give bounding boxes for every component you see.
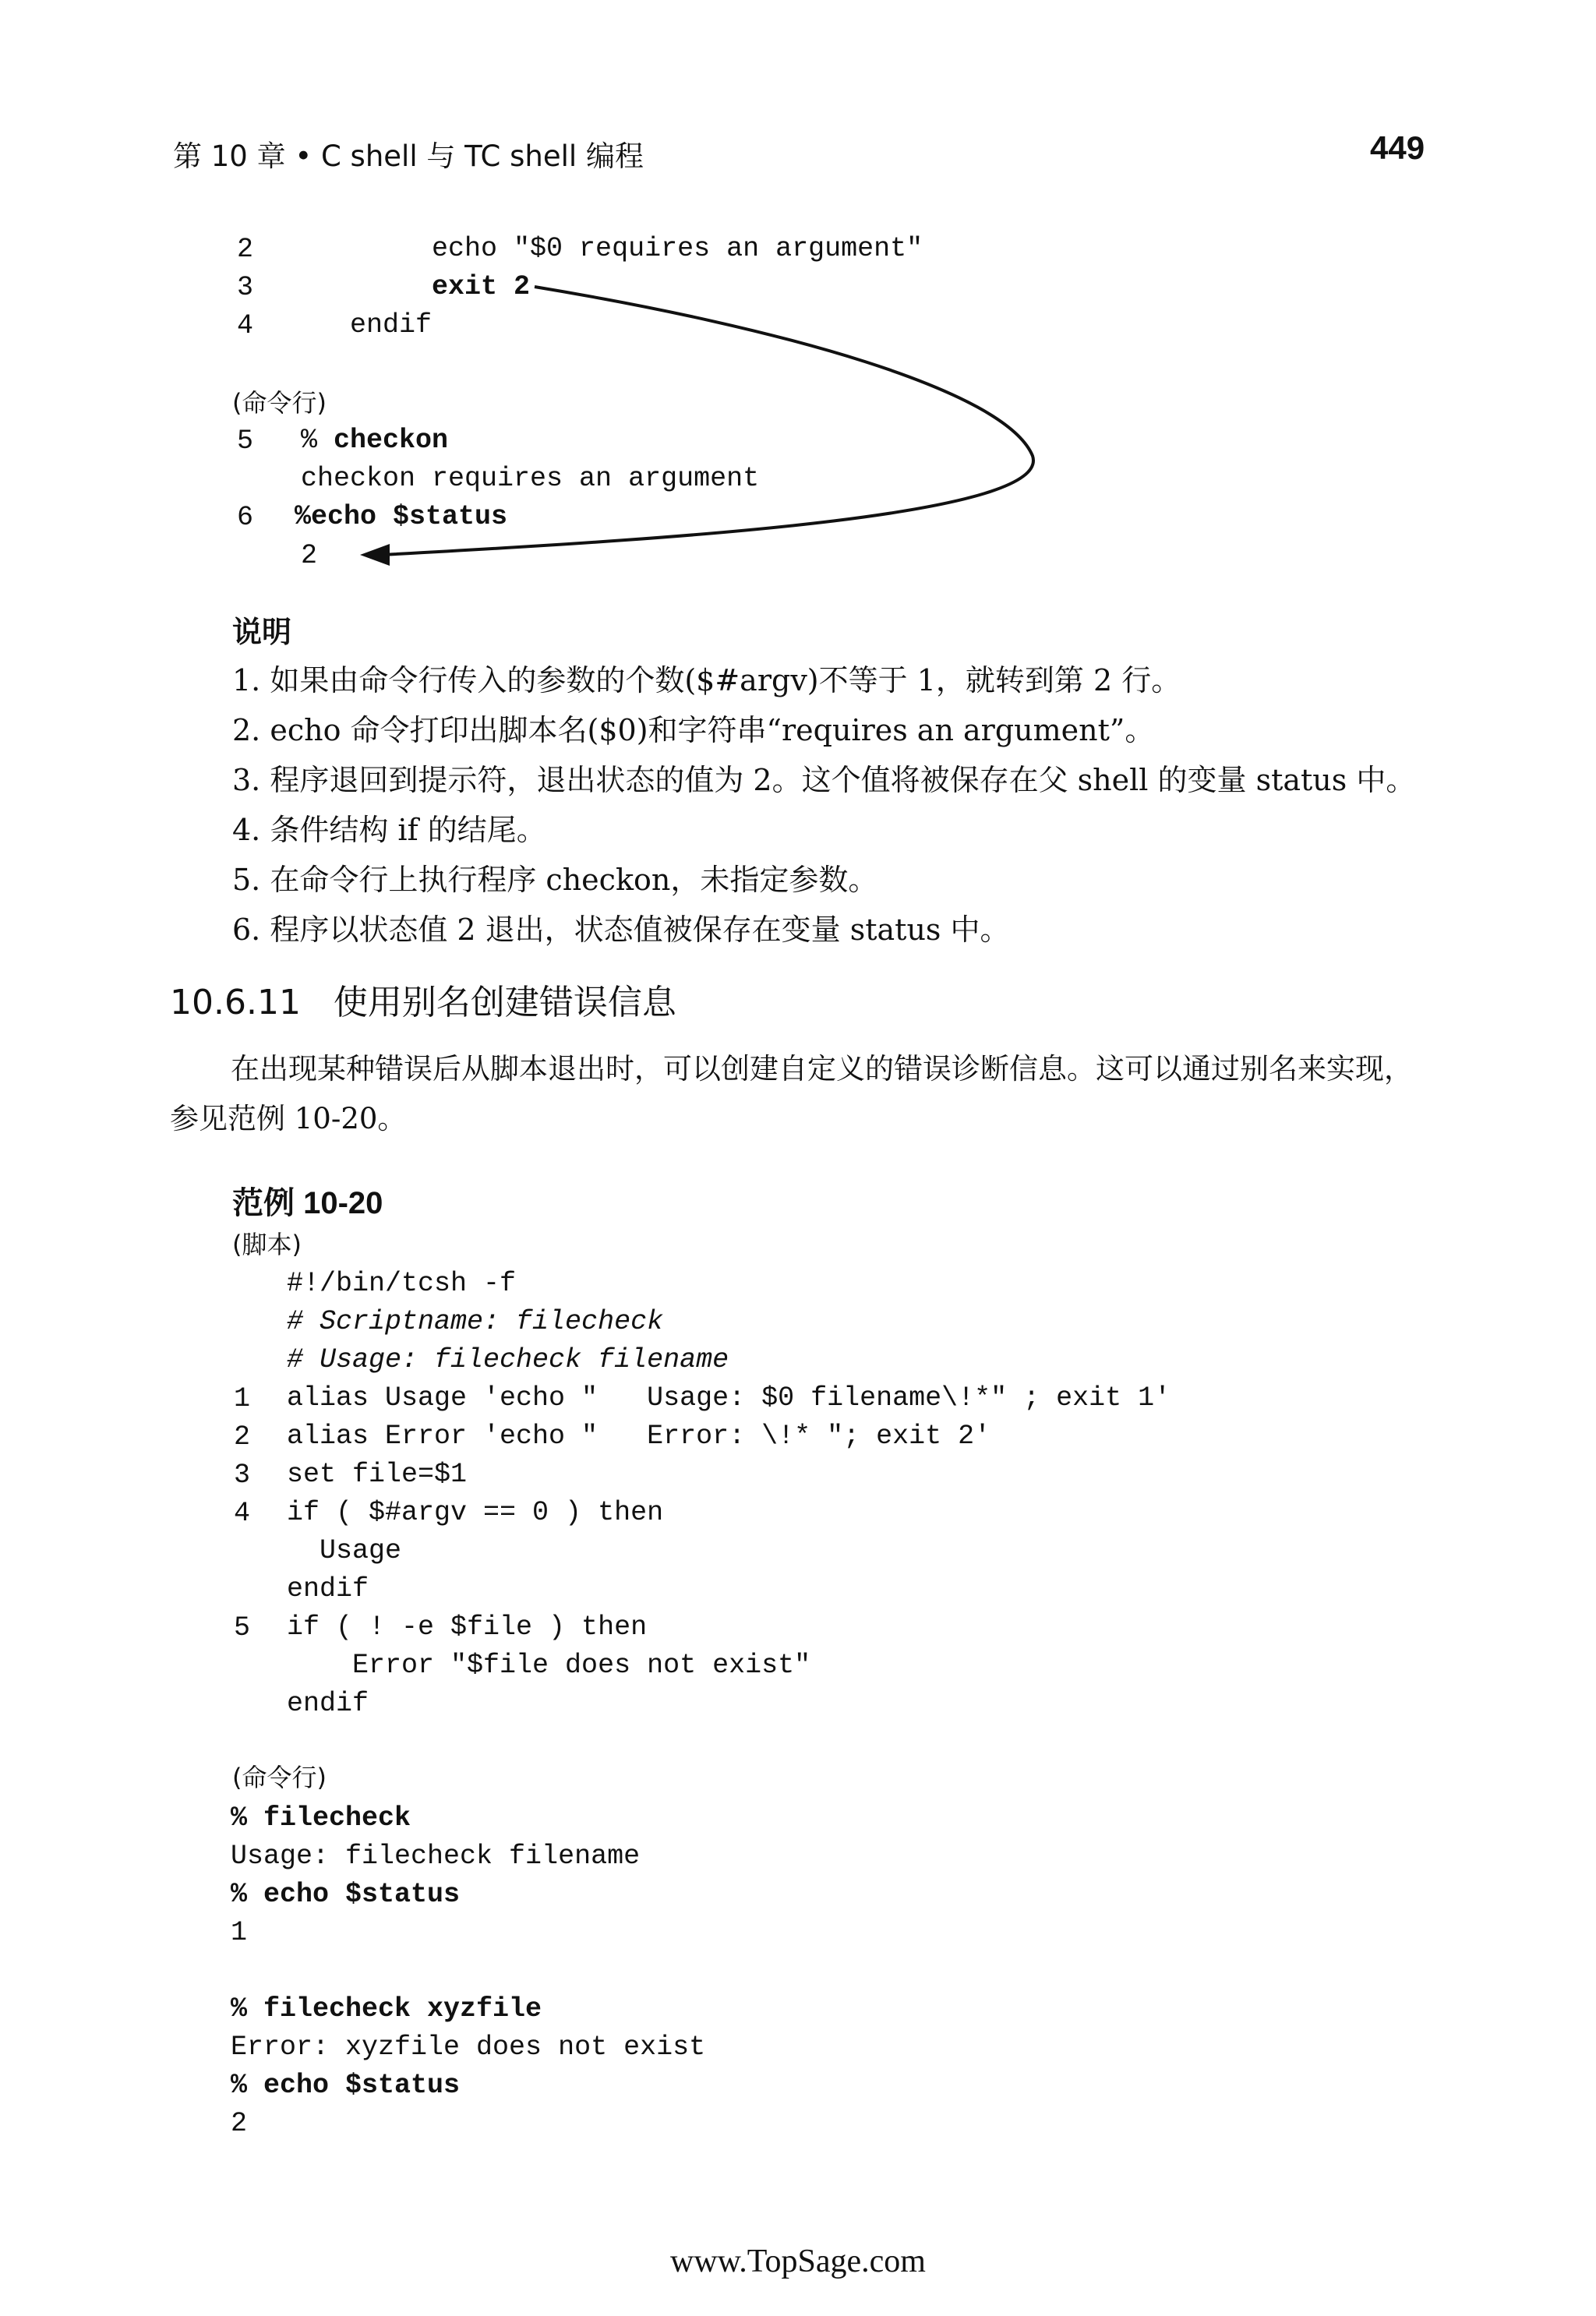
explanation-title: 说明 bbox=[232, 615, 292, 649]
line-number: 1 bbox=[234, 1383, 251, 1414]
command-output: 2 bbox=[231, 2108, 248, 2139]
command: % filecheck bbox=[231, 1802, 411, 1834]
page-number: 449 bbox=[1370, 129, 1425, 166]
code-line: if ( $#argv == 0 ) then bbox=[287, 1497, 664, 1528]
exit-status-arrow-icon bbox=[0, 0, 1596, 623]
code-line: Error "$file does not exist" bbox=[287, 1650, 811, 1681]
command: checkon bbox=[334, 425, 449, 456]
example-title: 范例 10-20 bbox=[232, 1186, 383, 1220]
code-line: if ( ! -e $file ) then bbox=[287, 1612, 648, 1643]
command-output: 1 bbox=[231, 1917, 248, 1948]
explanation-item: 1. 如果由命令行传入的参数的个数($#argv)不等于 1，就转到第 2 行。 bbox=[232, 663, 1181, 697]
code-comment: # Usage: filecheck filename bbox=[287, 1344, 729, 1375]
explanation-item: 3. 程序退回到提示符，退出状态的值为 2。这个值将被保存在父 shell 的变量 status 中。 bbox=[232, 763, 1416, 797]
prompt: % bbox=[301, 425, 334, 456]
code-line: endif bbox=[287, 1688, 369, 1719]
footer-url: www.TopSage.com bbox=[670, 2244, 926, 2279]
section-title: 10.6.11 使用别名创建错误信息 bbox=[170, 983, 676, 1022]
line-number: 6 bbox=[237, 502, 254, 533]
command-output: Usage: filecheck filename bbox=[231, 1841, 641, 1872]
command-output: 2 bbox=[301, 540, 318, 571]
command: % echo $status bbox=[231, 2070, 461, 2101]
cmdline-label: (命令行) bbox=[232, 1763, 327, 1792]
line-number: 4 bbox=[237, 310, 254, 341]
explanation-item: 4. 条件结构 if 的结尾。 bbox=[232, 813, 546, 847]
command-output: checkon requires an argument bbox=[301, 463, 760, 494]
line-number: 5 bbox=[234, 1612, 251, 1643]
code-line: Usage bbox=[287, 1535, 402, 1566]
command: %echo $status bbox=[295, 501, 508, 532]
code-line: endif bbox=[287, 1573, 369, 1605]
code-line: exit 2 bbox=[301, 271, 531, 302]
code-line: echo "$0 requires an argument" bbox=[301, 233, 923, 264]
explanation-item: 6. 程序以状态值 2 退出，状态值被保存在变量 status 中。 bbox=[232, 913, 1010, 947]
line-number: 5 bbox=[237, 425, 254, 457]
code-line: #!/bin/tcsh -f bbox=[287, 1268, 517, 1299]
line-number: 4 bbox=[234, 1498, 251, 1529]
script-label: (脚本) bbox=[232, 1230, 302, 1259]
chapter-header: 第 10 章 • C shell 与 TC shell 编程 bbox=[173, 139, 644, 173]
code-line: endif bbox=[301, 309, 433, 341]
command: % echo $status bbox=[231, 1879, 461, 1910]
explanation-item: 5. 在命令行上执行程序 checkon，未指定参数。 bbox=[232, 863, 878, 897]
code-line: alias Error 'echo " Error: \!* "; exit 2' bbox=[287, 1421, 991, 1452]
line-number: 3 bbox=[237, 272, 254, 303]
code-line: alias Usage 'echo " Usage: $0 filename\!*" ; exit 1' bbox=[287, 1382, 1171, 1414]
code-line: set file=$1 bbox=[287, 1459, 468, 1490]
command: % filecheck xyzfile bbox=[231, 1993, 542, 2025]
code-comment: # Scriptname: filecheck bbox=[287, 1306, 664, 1337]
line-number: 2 bbox=[234, 1421, 251, 1453]
line-number: 3 bbox=[234, 1460, 251, 1491]
line-number: 2 bbox=[237, 234, 254, 265]
cmdline-label: (命令行) bbox=[232, 388, 327, 418]
explanation-item: 2. echo 命令打印出脚本名($0)和字符串“requires an argument”。 bbox=[232, 713, 1155, 747]
command-output: Error: xyzfile does not exist bbox=[231, 2032, 706, 2063]
section-paragraph: 在出现某种错误后从脚本退出时，可以创建自定义的错误诊断信息。这可以通过别名来实现，参见范例 10-20。 bbox=[170, 1052, 1413, 1135]
